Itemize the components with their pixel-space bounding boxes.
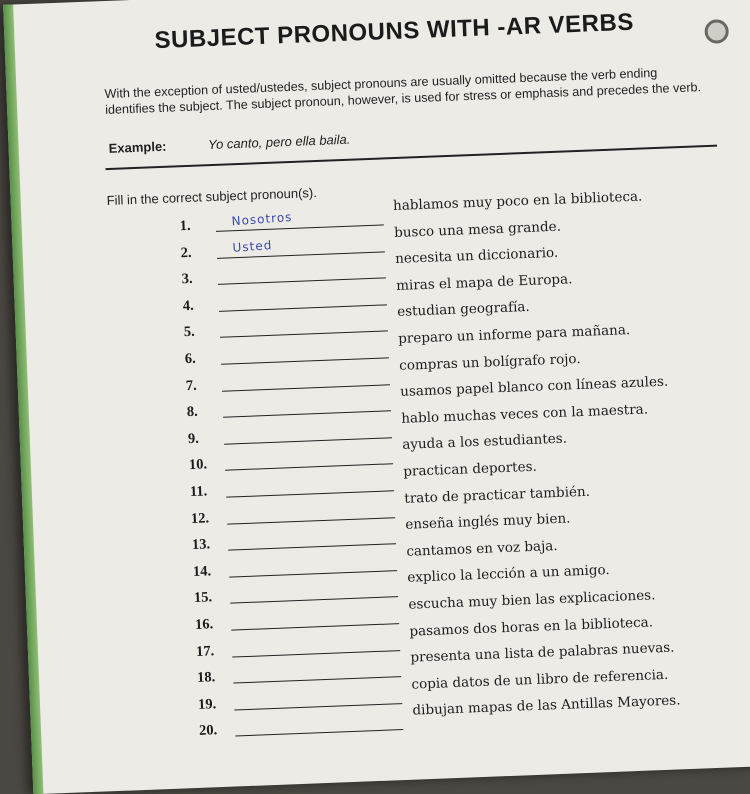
- item-sentence: busco una mesa grande.: [393, 218, 562, 241]
- example-text: Yo canto, pero ella baila.: [207, 131, 351, 153]
- item-sentence: usamos papel blanco con líneas azules.: [399, 373, 669, 401]
- answer-blank[interactable]: [225, 464, 393, 471]
- item-number: 13.: [191, 536, 211, 554]
- item-number: 18.: [196, 669, 216, 687]
- item-number: 19.: [197, 695, 217, 713]
- item-sentence: estudian geografía.: [396, 299, 531, 321]
- answer-blank[interactable]: [233, 676, 401, 683]
- example-row: [108, 132, 350, 156]
- item-number: 20.: [198, 722, 218, 740]
- answer-blank[interactable]: [230, 596, 398, 603]
- item-number: 1.: [179, 217, 191, 235]
- item-sentence: trato de practicar también.: [404, 483, 591, 507]
- handwritten-answer: Nosotros: [231, 209, 293, 229]
- item-number: 9.: [187, 430, 200, 447]
- item-number: 16.: [194, 616, 214, 633]
- answer-blank[interactable]: [234, 703, 402, 710]
- answer-blank[interactable]: [232, 650, 400, 657]
- answer-blank[interactable]: [224, 437, 392, 444]
- answer-blank[interactable]: [228, 543, 396, 550]
- answer-blank[interactable]: [220, 331, 388, 338]
- item-sentence: escucha muy bien las explicaciones.: [408, 587, 656, 613]
- answer-blank[interactable]: [219, 304, 387, 311]
- item-sentence: compras un bolígrafo rojo.: [398, 350, 581, 374]
- item-number: 10.: [188, 456, 208, 474]
- item-number: 15.: [193, 589, 213, 607]
- item-number: 4.: [182, 297, 194, 314]
- binder-ring: [704, 19, 729, 44]
- item-sentence: hablamos muy poco en la biblioteca.: [392, 188, 643, 215]
- item-sentence: pasamos dos horas en la biblioteca.: [409, 613, 654, 640]
- item-number: 17.: [195, 642, 215, 660]
- item-sentence: enseña inglés muy bien.: [405, 510, 571, 533]
- item-sentence: preparo un informe para mañana.: [397, 322, 631, 347]
- item-number: 14.: [192, 563, 212, 580]
- item-number: 2.: [180, 244, 192, 261]
- handwritten-answer: Usted: [232, 237, 273, 255]
- answer-blank[interactable]: [235, 729, 403, 736]
- instructions: Fill in the correct subject pronoun(s).: [106, 184, 318, 209]
- item-sentence: practican deportes.: [403, 458, 538, 480]
- item-sentence: copia datos de un libro de referencia.: [411, 666, 669, 693]
- item-number: 7.: [185, 377, 198, 394]
- item-number: 8.: [186, 403, 199, 421]
- item-sentence: cantamos en voz baja.: [406, 537, 558, 560]
- answer-blank[interactable]: [222, 384, 390, 391]
- binder-edge: [3, 4, 43, 794]
- page-title: SUBJECT PRONOUNS WITH -AR VERBS: [154, 8, 635, 55]
- answer-blank[interactable]: [229, 570, 397, 577]
- answer-blank[interactable]: [226, 490, 394, 497]
- answer-blank[interactable]: [223, 410, 391, 417]
- item-sentence: presenta una lista de palabras nuevas.: [410, 639, 675, 666]
- answer-blank[interactable]: [227, 517, 395, 524]
- item-sentence: dibujan mapas de las Antillas Mayores.: [412, 692, 681, 719]
- item-number: 12.: [190, 509, 210, 527]
- item-sentence: explico la lección a un amigo.: [407, 562, 610, 587]
- item-number: 3.: [181, 270, 193, 288]
- intro-paragraph: With the exception of usted/ustedes, subject pronouns are usually omitted because the verb ending identifies the subject. The subject pronoun, however, is used for stress or emphasis and precedes the verb.: [104, 65, 702, 118]
- item-sentence: necesita un diccionario.: [394, 244, 559, 268]
- item-sentence: hablo muchas veces con la maestra.: [400, 401, 649, 427]
- item-sentence: ayuda a los estudiantes.: [402, 430, 568, 454]
- answer-blank[interactable]: [221, 357, 389, 364]
- answer-blank[interactable]: [231, 623, 399, 630]
- item-number: 5.: [183, 324, 196, 341]
- worksheet-page: [3, 0, 750, 794]
- item-number: 11.: [189, 483, 208, 500]
- example-label: Example:: [108, 138, 167, 156]
- item-number: 6.: [184, 350, 197, 368]
- item-sentence: miras el mapa de Europa.: [395, 271, 573, 294]
- answer-blank[interactable]: [218, 278, 386, 285]
